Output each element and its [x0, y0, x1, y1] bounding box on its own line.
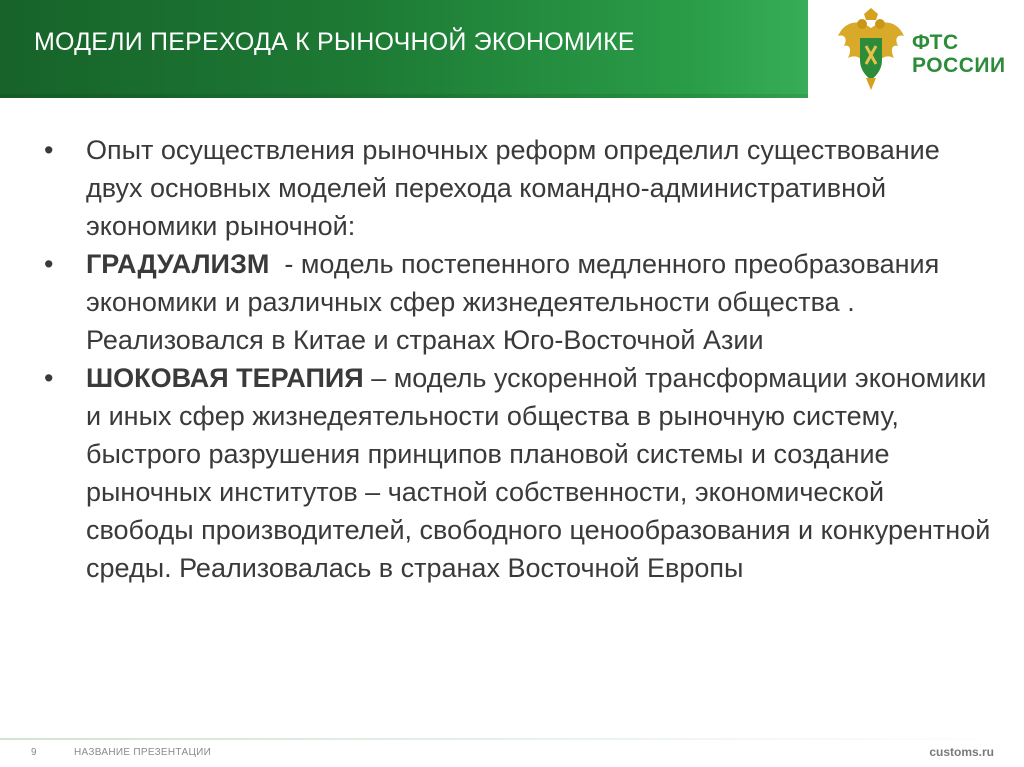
bullet-list: [44, 131, 999, 587]
bullet-dot: •: [44, 363, 54, 393]
footer-site: customs.ru: [929, 745, 994, 759]
bullet-term: ГРАДУАЛИЗМ: [86, 249, 270, 279]
bullet-item-shock-therapy: [44, 359, 999, 587]
logo-line-fts: ФТС: [912, 31, 959, 54]
bullet-term: ШОКОВАЯ ТЕРАПИЯ: [86, 363, 364, 393]
bullet-text: – модель ускоренной трансформации экономики и иных сфер жизнедеятельности общества в рыночную систему, быстрого разрушения принципов плановой системы и создание рыночных институтов – частной собственности, экономической свободы производителей, свободного ценообразования и конкурентной среды. Реализовалась в странах Восточной Европы: [86, 363, 991, 583]
bullet-item-experience: [44, 131, 999, 245]
logo: [818, 0, 1024, 98]
bullet-text: - модель постепенного медленного преобразования экономики и различных сфер жизнедеятельности общества . Реализовался в Китае и странах Юго-Восточной Азии: [86, 249, 947, 355]
header-band: [0, 0, 808, 98]
presentation-name: НАЗВАНИЕ ПРЕЗЕНТАЦИИ: [74, 747, 212, 758]
footer-divider: [0, 738, 1024, 740]
bullet-item-gradualism: [44, 245, 999, 359]
double-headed-eagle-emblem-icon: [836, 8, 906, 90]
logo-line-russia: РОССИИ: [912, 54, 1006, 77]
page-number: 9: [31, 747, 37, 758]
slide-title: МОДЕЛИ ПЕРЕХОДА К РЫНОЧНОЙ ЭКОНОМИКЕ: [34, 28, 635, 56]
bullet-dot: •: [44, 249, 54, 279]
logo-text: [912, 31, 1006, 77]
bullet-text: Опыт осуществления рыночных реформ определил существование двух основных моделей перехода командно-административной экономики рыночной:: [86, 135, 940, 241]
bullet-dot: •: [44, 135, 54, 165]
header-divider: [808, 0, 818, 98]
